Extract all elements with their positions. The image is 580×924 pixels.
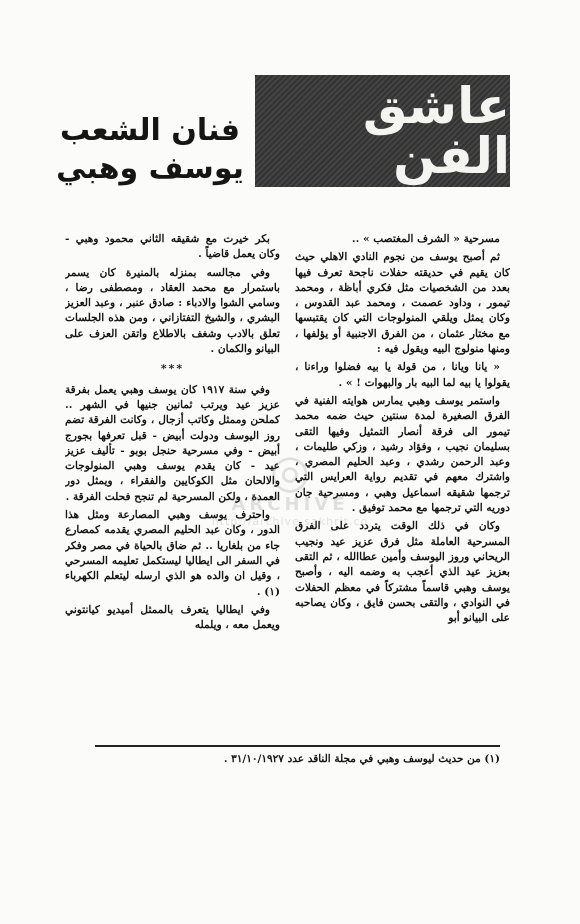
section-separator: *** [160,362,185,376]
heading-line-2: يوسف وهبي [56,151,244,186]
article-heading [55,112,245,188]
footnote-rule [95,745,500,747]
paragraph: وكان في ذلك الوقت يتردد على الفرق المسرحية العاملة مثل فرق عزيز عيد ونجيب الريحاني وروز اليوسف وأمين عطاالله ، ثم التقى بعزيز عيد الذي أعجب به وضمه اليه ، وأصبح يوسف وهبي قاسماً مشتركاً في معظم الحفلات في النوادي ، والتقى بحسن فايق ، وكان يصاحبه على البيانو أبو [295,520,510,625]
logo-text: عاشق الفن [362,77,510,185]
masthead-logo [255,75,510,187]
paragraph: ثم أصبح يوسف من نجوم النادي الاهلي حيث كان يقيم في حديقته حفلات ناجحة تعرف فيها بعدد من الشخصيات مثل فكري أباظة ، ومحمد تيمور ، وداود عصمت ، ومحمد عبد القدوس ، وكان يمثل ويلقي المنولوجات التي كان يقتبسها مع مختار عثمان ، من الفرق الاجنبية أو يؤلفها ، ومنها منولوج البيه ويقول فيه : [295,251,510,356]
paragraph: واحترف يوسف وهبي المصارعة ومثل هذا الدور ، وكان عبد الحليم المصري يقدمه كمصارع جاء من بلغاريا .. ثم ضاق بالحياة في مصر وفكر في السفر الى ايطاليا ليستكمل تعليمه المسرحي ، وقيل ان والده هو الذي ارسله ليتعلم الكهرباء (١) . [65,509,280,598]
paragraph: وفي سنة ١٩١٧ كان يوسف وهبي يعمل بفرقة عزيز عيد ويرتب ثمانين جنيها في الشهر .. كملحن وممثل وكاتب أزجال ، وكانت الفرقة تضم روز اليوسف ودولت أبيض - قبل تعرفها بجورج أبيض - وفي مسرحية حنجل بوبو - تأليف عزيز عيد - كان يقدم يوسف وهبي المنولوجات والالحان مثل الكوكايين والفقراء ، ويمثل دور العمدة ، ولكن المسرحية لم تنجح فحلت الفرقة . [65,383,280,503]
left-column [65,232,280,740]
paragraph: « يانا ويانا ، من قولة يا بيه فضلوا وراءنا ، يقولوا يا بيه لما البيه بار والبهوات ! » . [295,361,510,389]
heading-line-1: فنان الشعب [60,113,240,148]
paragraph: وفي ايطاليا يتعرف بالممثل أميديو كيانتوني ويعمل معه ، ويلمله [65,603,280,632]
archive-logo-icon: ◎ [269,444,311,498]
watermark-name: ARCHIVE [231,494,349,515]
right-column [295,232,510,740]
footnote: (١) من حديث ليوسف وهبي في مجلة الناقد عدد ٣١/١٠/١٩٢٧ . [223,753,500,765]
paragraph: واستمر يوسف وهبي يمارس هوايته الفنية في الفرق الصغيرة لمدة سنتين حيث ضمه محمد تيمور الى فرقة أنصار التمثيل وفيها التقى بسليمان نجيب ، وفؤاد رشيد ، وزكي طليمات ، وعبد الرحمن رشدي ، وعبد الحليم المصري ، واشترك معهم في تقديم رواية العرايس التي ترجمها شقيقه اسماعيل وهبي ، ومسرحية جان دوريه التي ترجمها مع محمد توفيق . [295,394,510,515]
paragraph: وفي مجالسه بمنزله بالمنيرة كان يسمر باستمرار مع محمد العقاد ، ومصطفى رضا ، وسامي الشوا والادباء : صادق عنبر ، وعبد العزيز البشري ، والشيخ التفتازاني ، ومن هذه الجلسات تعلق بالادب وشغف بالاطلاع واتقن العزف على البيانو والكمان . [65,266,280,356]
paragraph: بكر خيرت مع شقيقه الثاني محمود وهبي - وكان يعمل قاضياً . [65,233,280,261]
paragraph: مسرحية « الشرف المغتصب » .. [351,233,500,245]
watermark-url: http://archive.sakhrit.co [211,515,369,528]
